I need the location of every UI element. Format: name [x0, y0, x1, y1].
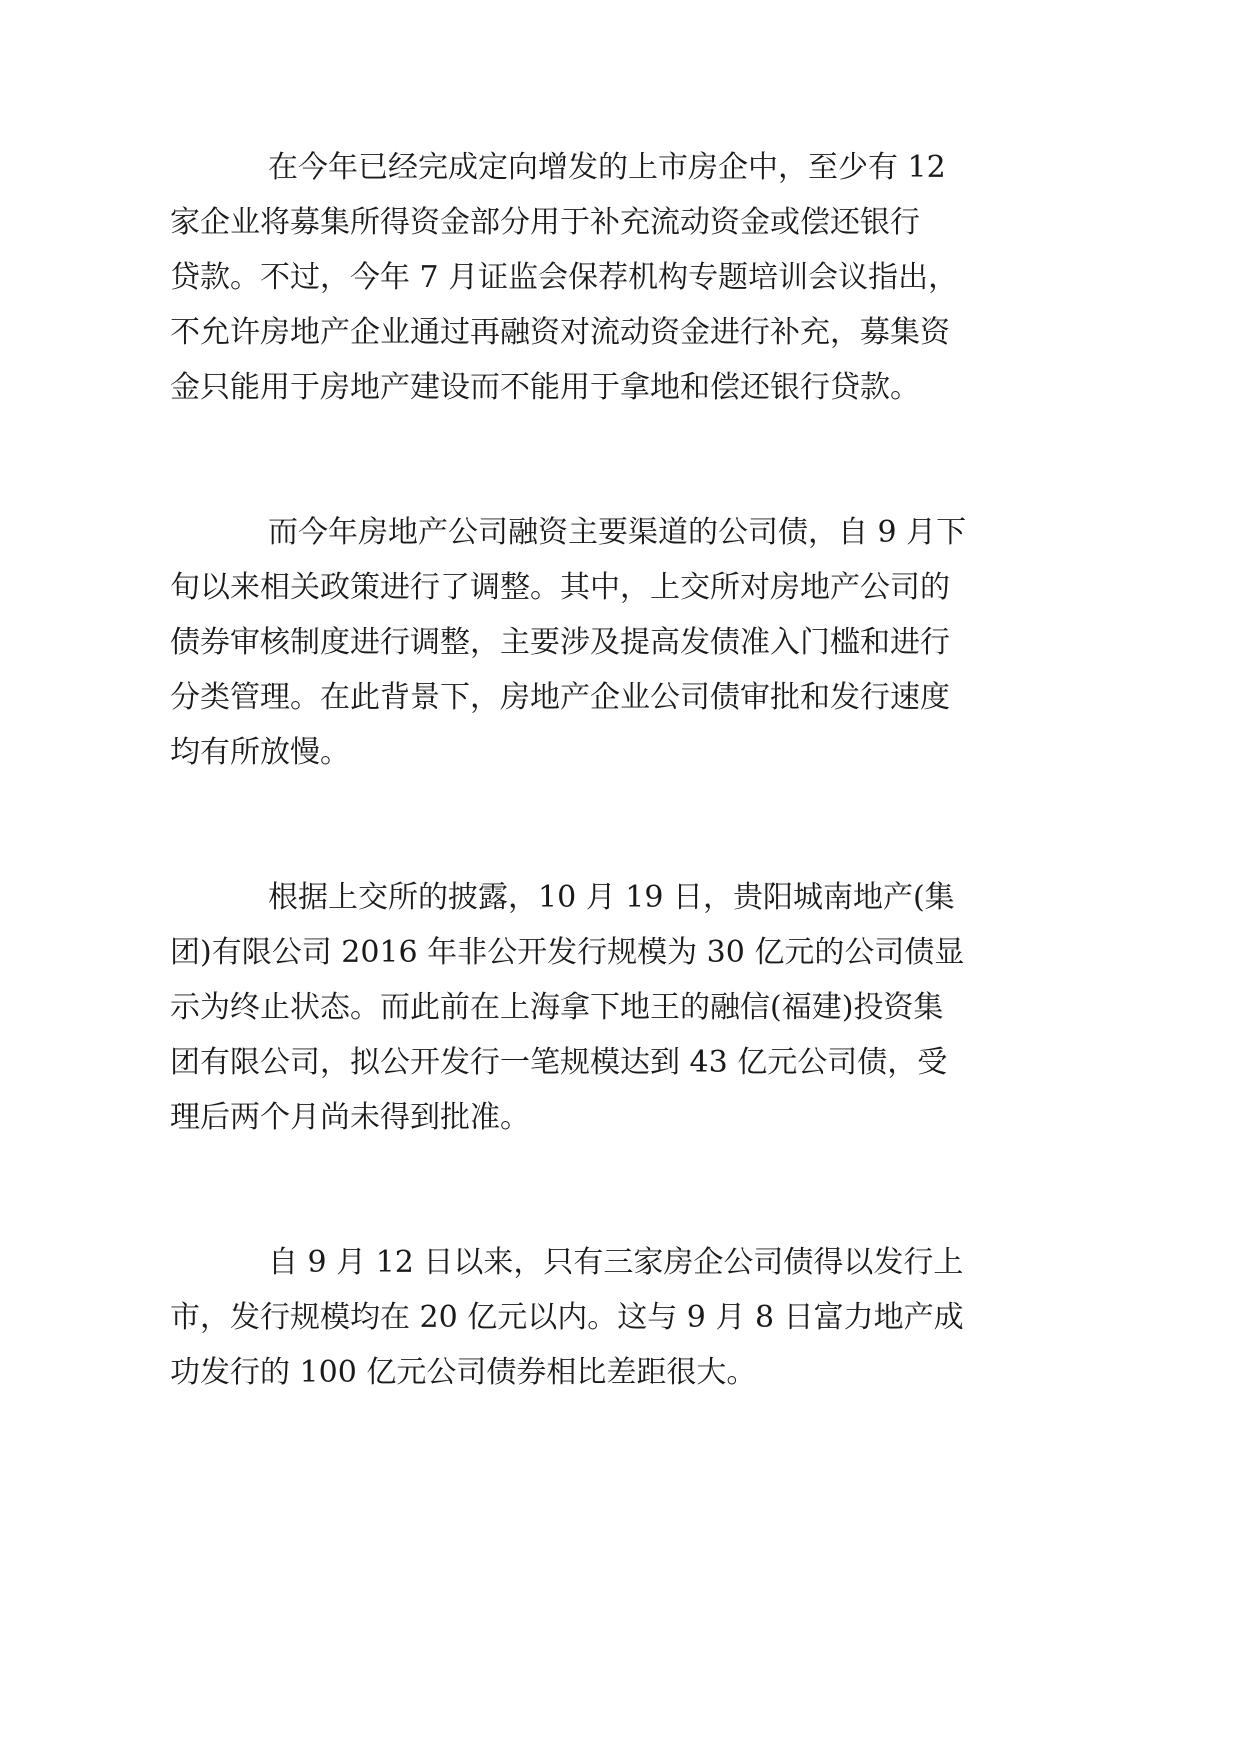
document-page: 在今年已经完成定向增发的上市房企中，至少有 12 家企业将募集所得资金部分用于补充流动资金或偿还银行 贷款。不过，今年 7 月证监会保荐机构专题培训会议指出， 不允许房地产企业通过再融资对流动资金进行补充，募集资 金只能用于房地产建设而不能用于拿地和偿还银行贷款。 而今年房地产公司融资主要渠道的公司债，自 9 月下 旬以来相关政策进行了调整。其中，上交所对房地产公司的 债券审核制度进行调整，主要涉及提高发债准入门槛和进行 分类管理。在此背景下，房地产企业公司债审批和发行速度 均有所放慢。 根据上交所的披露，10 月 19 日，贵阳城南地产(集 团)有限公司 2016 年非公开发行规模为 30 亿元的公司债显 示为终止状态。而此前在上海拿下地王的融信(福建)投资集 团有限公司，拟公开发行一笔规模达到 43 亿元公司债，受 理后两个月尚未得到批准。 自 9 月 12 日以来，只有三家房企公司债得以发行上 市，发行规模均在 20 亿元以内。这与 9 月 8 日富力地产成 功发行的 100 亿元公司债券相比差距很大。 — [0, 0, 1241, 1754]
